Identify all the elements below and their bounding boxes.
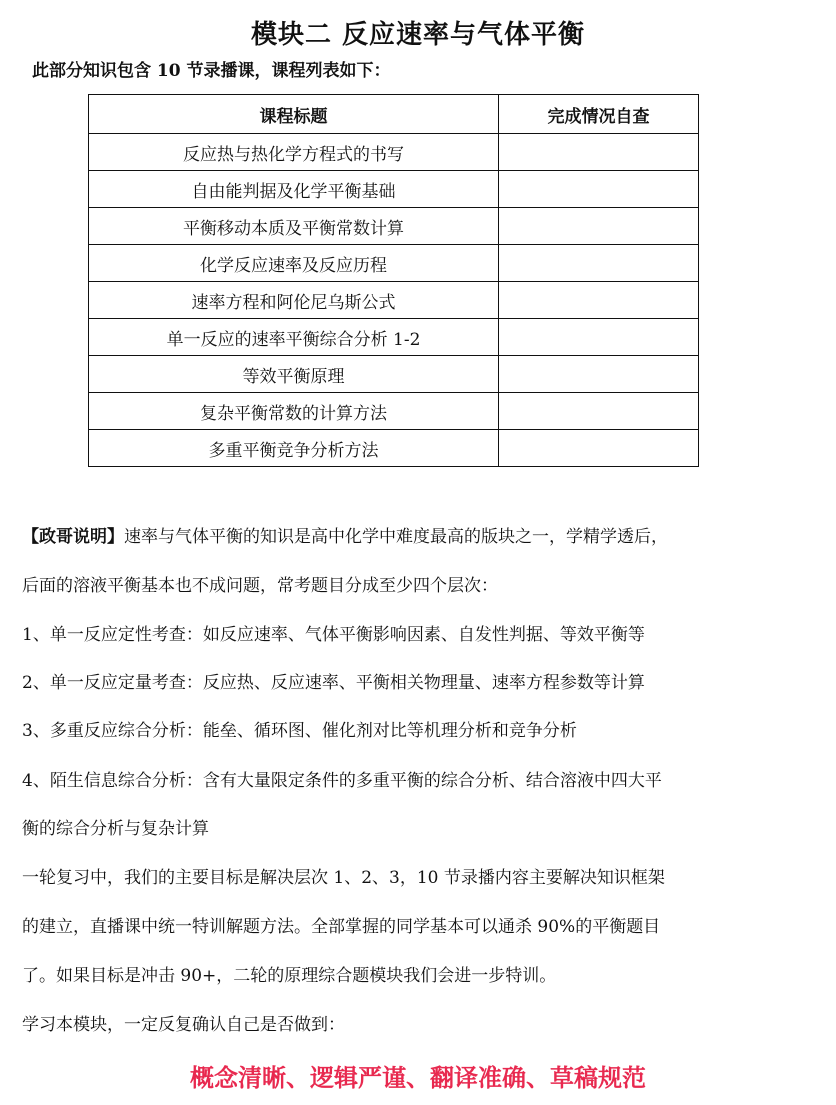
table-header-row (89, 95, 699, 134)
course-title-cell: 平衡移动本质及平衡常数计算 (89, 208, 499, 245)
self-check-cell[interactable] (499, 245, 699, 282)
self-check-cell[interactable] (499, 208, 699, 245)
course-title-cell: 复杂平衡常数的计算方法 (89, 393, 499, 430)
table-row (89, 356, 699, 393)
level-item-4-continued: 衡的综合分析与复杂计算 (22, 819, 209, 839)
course-title-cell: 化学反应速率及反应历程 (89, 245, 499, 282)
course-title-cell: 自由能判据及化学平衡基础 (89, 171, 499, 208)
explanation-tag: 【政哥说明】 (22, 527, 124, 547)
header-self-check: 完成情况自查 (499, 95, 699, 134)
self-check-cell[interactable] (499, 171, 699, 208)
header-course-title: 课程标题 (89, 95, 499, 134)
self-check-cell[interactable] (499, 430, 699, 467)
intro-text: 此部分知识包含 10 节录播课，课程列表如下： (32, 61, 391, 81)
slogan: 概念清晰、逻辑严谨、翻译准确、草稿规范 (190, 1063, 646, 1092)
table-row (89, 134, 699, 171)
level-item-2: 2、单一反应定量考查：反应热、反应速率、平衡相关物理量、速率方程参数等计算 (22, 673, 645, 693)
study-prompt: 学习本模块，一定反复确认自己是否做到： (22, 1015, 345, 1035)
self-check-cell[interactable] (499, 393, 699, 430)
course-title-cell: 多重平衡竞争分析方法 (89, 430, 499, 467)
plan-line-2: 的建立，直播课中统一特训解题方法。全部掌握的同学基本可以通杀 90%的平衡题目 (22, 917, 661, 937)
self-check-cell[interactable] (499, 282, 699, 319)
table-row (89, 393, 699, 430)
level-item-3: 3、多重反应综合分析：能垒、循环图、催化剂对比等机理分析和竞争分析 (22, 721, 577, 741)
self-check-cell[interactable] (499, 356, 699, 393)
page-title: 模块二 反应速率与气体平衡 (250, 20, 586, 50)
level-item-1: 1、单一反应定性考查：如反应速率、气体平衡影响因素、自发性判据、等效平衡等 (22, 625, 645, 645)
explanation-line-2: 后面的溶液平衡基本也不成问题，常考题目分成至少四个层次： (22, 576, 498, 596)
table-row (89, 245, 699, 282)
plan-line-1: 一轮复习中，我们的主要目标是解决层次 1、2、3，10 节录播内容主要解决知识框架 (22, 868, 665, 888)
plan-line-3: 了。如果目标是冲击 90+，二轮的原理综合题模块我们会进一步特训。 (22, 966, 557, 986)
self-check-cell[interactable] (499, 319, 699, 356)
course-table (88, 94, 699, 467)
course-title-cell: 等效平衡原理 (89, 356, 499, 393)
self-check-cell[interactable] (499, 134, 699, 171)
table-row (89, 430, 699, 467)
course-title-cell: 速率方程和阿伦尼乌斯公式 (89, 282, 499, 319)
table-row (89, 282, 699, 319)
table-row (89, 171, 699, 208)
explanation-text: 速率与气体平衡的知识是高中化学中难度最高的版块之一，学精学透后， (124, 527, 668, 547)
course-title-cell: 反应热与热化学方程式的书写 (89, 134, 499, 171)
explanation-line-1 (22, 522, 814, 547)
level-item-4: 4、陌生信息综合分析：含有大量限定条件的多重平衡的综合分析、结合溶液中四大平 (22, 771, 662, 791)
course-title-cell: 单一反应的速率平衡综合分析 1-2 (89, 319, 499, 356)
table-row (89, 208, 699, 245)
table-row (89, 319, 699, 356)
